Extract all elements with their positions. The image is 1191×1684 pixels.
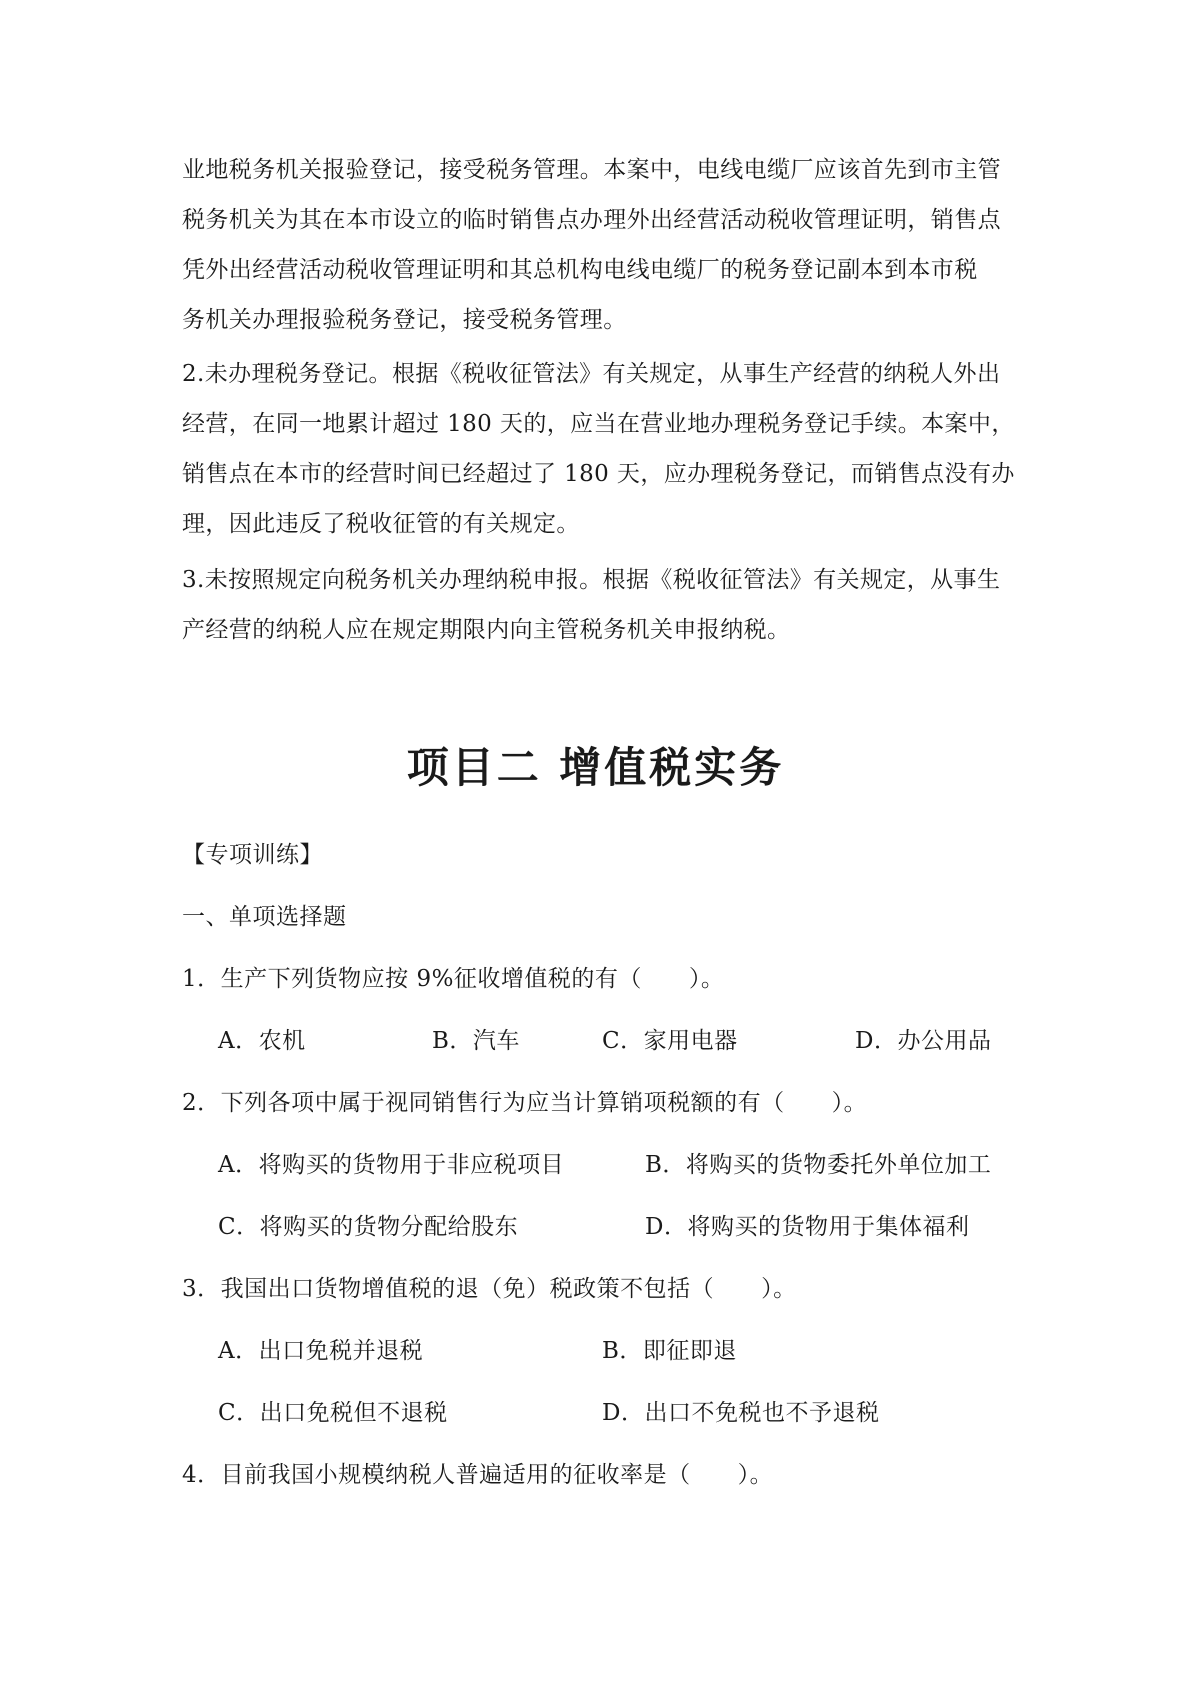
paragraph-line: 凭外出经营活动税收管理证明和其总机构电线电缆厂的税务登记副本到本市税 <box>182 257 978 283</box>
question-2-option-b: B．将购买的货物委托外单位加工 <box>645 1152 992 1178</box>
question-2-option-a: A．将购买的货物用于非应税项目 <box>218 1152 565 1178</box>
section-label: 【专项训练】 <box>182 842 323 868</box>
question-2-option-d: D．将购买的货物用于集体福利 <box>645 1214 970 1240</box>
paragraph-line: 经营，在同一地累计超过 180 天的，应当在营业地办理税务登记手续。本案中， <box>182 411 1015 437</box>
question-3-stem: 3．我国出口货物增值税的退（免）税政策不包括（ ）。 <box>182 1276 797 1302</box>
point-3-paragraph <box>182 555 1020 655</box>
paragraph-line: 务机关办理报验税务登记，接受税务管理。 <box>182 307 627 333</box>
question-1-option-a: A．农机 <box>218 1028 306 1054</box>
paragraph-line: 产经营的纳税人应在规定期限内向主管税务机关申报纳税。 <box>182 617 791 643</box>
question-4-stem: 4．目前我国小规模纳税人普遍适用的征收率是（ ）。 <box>182 1462 774 1488</box>
paragraph-line: 3.未按照规定向税务机关办理纳税申报。根据《税收征管法》有关规定，从事生 <box>182 567 1001 593</box>
question-1-stem: 1．生产下列货物应按 9%征收增值税的有（ ）。 <box>182 966 725 992</box>
question-3-option-b: B．即征即退 <box>602 1338 737 1364</box>
question-2-option-c: C．将购买的货物分配给股东 <box>218 1214 519 1240</box>
question-2-stem: 2．下列各项中属于视同销售行为应当计算销项税额的有（ ）。 <box>182 1090 868 1116</box>
question-1-option-b: B．汽车 <box>432 1028 520 1054</box>
question-3-option-a: A．出口免税并退税 <box>218 1338 424 1364</box>
paragraph-line: 销售点在本市的经营时间已经超过了 180 天，应办理税务登记，而销售点没有办 <box>182 461 1015 487</box>
paragraph-line: 理，因此违反了税收征管的有关规定。 <box>182 511 580 537</box>
question-1-option-d: D．办公用品 <box>855 1028 992 1054</box>
question-3-option-c: C．出口免税但不退税 <box>218 1400 448 1426</box>
project-title: 项目二 增值税实务 <box>406 743 785 792</box>
point-2-paragraph <box>182 349 1020 549</box>
continuation-paragraph <box>182 145 1020 345</box>
paragraph-line: 税务机关为其在本市设立的临时销售点办理外出经营活动税收管理证明，销售点 <box>182 207 1001 233</box>
paragraph-line: 业地税务机关报验登记，接受税务管理。本案中，电线电缆厂应该首先到市主管 <box>182 157 1001 183</box>
subsection-label: 一、单项选择题 <box>182 904 347 930</box>
question-1-option-c: C．家用电器 <box>602 1028 738 1054</box>
paragraph-line: 2.未办理税务登记。根据《税收征管法》有关规定，从事生产经营的纳税人外出 <box>182 361 1001 387</box>
question-3-option-d: D．出口不免税也不予退税 <box>602 1400 880 1426</box>
